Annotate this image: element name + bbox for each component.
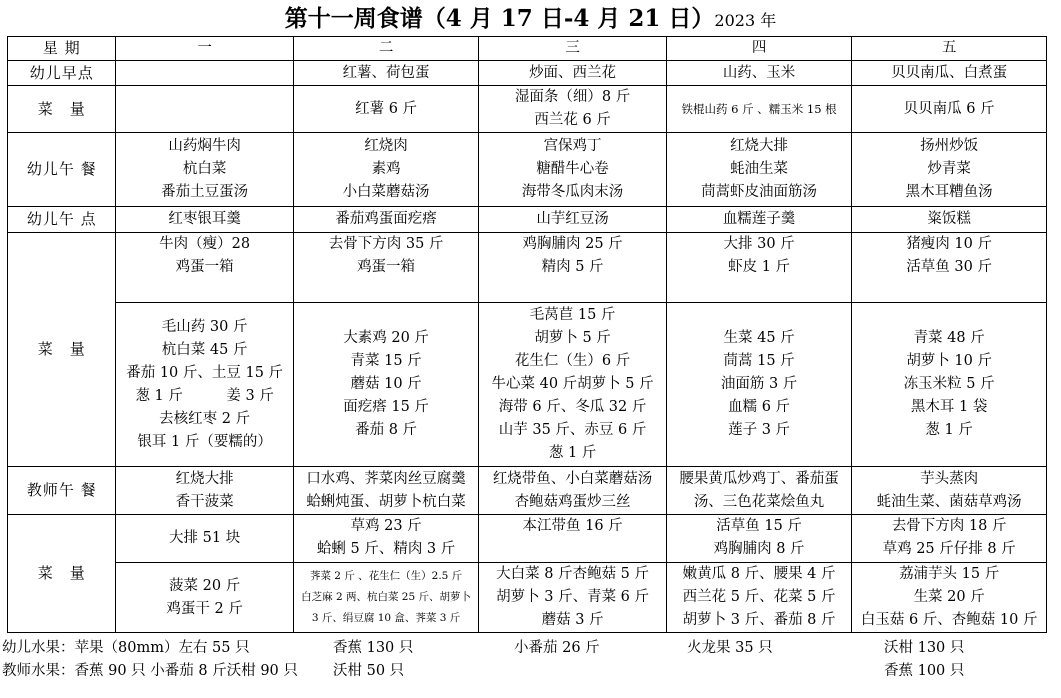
snack-label: 幼儿午 点	[8, 207, 116, 233]
teacher-lunch-row	[8, 467, 1047, 515]
cell-line: 宫保鸡丁	[543, 138, 602, 154]
kids-fruit-item: 火龙果 35 只	[687, 640, 773, 656]
cell-line: 生菜 45 斤	[723, 330, 795, 346]
cell-line: 荠菜 2 斤 、花生仁（生）2.5 斤	[309, 570, 463, 582]
teacher-lunch-label: 教师午 餐	[8, 467, 116, 515]
qty-a-cell	[479, 233, 667, 303]
cell-line: 番茄土豆蛋汤	[161, 184, 249, 200]
teachers-fruit-item: 香蕉 100 只	[884, 663, 965, 679]
teacher-lunch-cell	[479, 467, 667, 515]
cell-line: 素鸡	[371, 161, 401, 177]
breakfast-qty-label: 菜 量	[8, 86, 116, 133]
cell-line: 蚝油生菜	[730, 161, 789, 177]
teacher-qty-a-cell	[116, 515, 293, 563]
breakfast-cell: 贝贝南瓜、白煮蛋	[852, 61, 1047, 86]
cell-line: 去核红枣 2 斤	[159, 410, 251, 427]
breakfast-qty-cell	[116, 86, 293, 133]
qty-b-cell	[852, 303, 1047, 467]
cell-line: 面疙瘩 15 斤	[343, 399, 429, 415]
kids-fruit-item: 幼儿水果：苹果（80mm）左右 55 只	[2, 640, 250, 656]
cell-line: 鸡蛋一箱	[175, 259, 234, 275]
cell-line: 黑木耳 1 袋	[910, 399, 988, 415]
cell-line: 西兰花 6 斤	[534, 112, 611, 128]
snack-row	[8, 207, 1047, 233]
cell-line: 黑木耳糟鱼汤	[905, 184, 993, 200]
cell-line: 虾皮 1 斤	[728, 259, 791, 275]
cell-line: 口水鸡、荠菜肉丝豆腐羹	[306, 470, 466, 487]
snack-cell: 番茄鸡蛋面疙瘩	[293, 207, 478, 233]
cell-line: 杭白菜	[182, 161, 227, 177]
lunch-cell	[116, 133, 293, 207]
teacher-qty-b-cell	[852, 563, 1047, 633]
cell-line: 大素鸡 20 斤	[343, 330, 429, 346]
teacher-lunch-cell	[293, 467, 478, 515]
cell-line: 茼蒿虾皮油面筋汤	[701, 184, 818, 200]
kids-fruit-item: 小番茄 26 斤	[514, 640, 600, 656]
cell-line: 嫩黄瓜 8 斤、腰果 4 斤	[682, 566, 836, 582]
cell-line: 蛤蜊炖蛋、胡萝卜杭白菜	[306, 493, 466, 510]
cell-line: 蘑菇 3 斤	[541, 612, 604, 628]
teacher-qty-row-b	[8, 563, 1047, 633]
day-2: 二	[293, 37, 478, 61]
menu-table	[7, 36, 1047, 633]
breakfast-qty-cell	[479, 86, 667, 133]
cell-line: 汤、三色花菜烩鱼丸	[693, 493, 825, 510]
cell-line: 杏鲍菇鸡蛋炒三丝	[514, 493, 631, 510]
header-row	[8, 37, 1047, 61]
title-year: 2023 年	[714, 11, 777, 30]
snack-cell: 粢饭糕	[852, 207, 1047, 233]
teacher-qty-a-cell	[666, 515, 851, 563]
cell-line: 铁棍山药 6 斤 、糯玉米 15 根	[681, 101, 837, 116]
cell-line: 红烧肉	[364, 138, 408, 154]
cell-line: 鸡胸脯肉 8 斤	[713, 541, 805, 557]
qty-b-cell	[666, 303, 851, 467]
cell-line: 荔浦芋头 15 斤	[899, 566, 1000, 582]
cell-line: 大白菜 8 斤杏鲍菇 5 斤	[496, 566, 650, 582]
cell-line: 莲子 3 斤	[728, 422, 791, 438]
cell-line: 冻玉米粒 5 斤	[903, 376, 995, 392]
qty-a-cell	[666, 233, 851, 303]
cell-line: 湿面条（细）8 斤	[514, 89, 631, 105]
kids-fruit-item: 沃柑 130 只	[884, 640, 965, 656]
qty-b-cell	[116, 303, 293, 467]
cell-line: 油面筋 3 斤	[720, 376, 798, 392]
cell-line: 扬州炒饭	[920, 138, 979, 154]
cell-line: 牛肉（瘦）28	[159, 236, 251, 252]
breakfast-row	[8, 61, 1047, 86]
cell-line: 葱 1 斤	[925, 422, 973, 438]
cell-line: 红烧大排	[175, 470, 234, 487]
header-label: 星 期	[8, 37, 116, 61]
breakfast-qty-cell	[293, 86, 478, 133]
cell-line: 精肉 5 斤	[541, 259, 604, 275]
lunch-cell	[293, 133, 478, 207]
snack-cell: 血糯莲子羹	[666, 207, 851, 233]
kids-fruit-row	[2, 636, 1052, 660]
breakfast-cell	[116, 61, 293, 86]
cell-line: 花生仁（生）6 斤	[514, 353, 631, 369]
cell-line: 去骨下方肉 18 斤	[891, 518, 1007, 534]
cell-line: 猪瘦肉 10 斤	[906, 236, 992, 252]
cell-line: 红薯 6 斤	[355, 100, 418, 117]
cell-line: 银耳 1 斤（要糯的）	[137, 433, 272, 450]
qty-b-cell	[293, 303, 478, 467]
cell-line: 杭白菜 45 斤	[161, 341, 248, 358]
cell-line: 牛心菜 40 斤胡萝卜 5 斤	[491, 376, 654, 392]
day-5: 五	[852, 37, 1047, 61]
cell-line: 茼蒿 15 斤	[723, 353, 795, 369]
cell-line: 红烧带鱼、小白菜蘑菇汤	[492, 470, 653, 487]
qty-row-a	[8, 233, 1047, 303]
cell-line: 3 斤、绢豆腐 10 盒、荠菜 3 斤	[311, 612, 461, 624]
cell-line: 葱 1 斤	[548, 445, 597, 461]
teacher-lunch-cell	[852, 467, 1047, 515]
cell-line: 芋头蒸肉	[920, 470, 979, 487]
teachers-fruit-item: 教师水果：香蕉 90 只 小番茄 8 斤沃柑 90 只	[2, 663, 298, 679]
teacher-lunch-cell	[116, 467, 293, 515]
teacher-qty-a-cell	[293, 515, 478, 563]
teacher-qty-b-cell	[293, 563, 478, 633]
cell-line: 贝贝南瓜 6 斤	[903, 100, 995, 117]
snack-cell: 红枣银耳羹	[116, 207, 293, 233]
cell-line: 生菜 20 斤	[913, 589, 985, 605]
cell-line: 青菜 48 斤	[913, 330, 985, 346]
qty-b-cell	[479, 303, 667, 467]
cell-line: 胡萝卜 3 斤、番茄 8 斤	[682, 612, 836, 628]
cell-line: 葱 1 斤 姜 3 斤	[135, 387, 274, 404]
cell-line: 蚝油生菜、菌菇草鸡汤	[876, 493, 1022, 510]
cell-line: 山药焖牛肉	[168, 138, 241, 154]
cell-line: 鸡蛋干 2 斤	[166, 600, 243, 617]
cell-line: 腰果黄瓜炒鸡丁、番茄蛋	[679, 470, 839, 487]
cell-line: 胡萝卜 3 斤、青菜 6 斤	[496, 589, 650, 605]
lunch-row	[8, 133, 1047, 207]
day-1: 一	[116, 37, 293, 61]
cell-line: 白玉菇 6 斤、杏鲍菇 10 斤	[860, 612, 1038, 628]
qty-a-cell	[852, 233, 1047, 303]
cell-line: 鸡蛋一箱	[357, 259, 416, 275]
cell-line: 鸡胸脯肉 25 斤	[522, 236, 623, 252]
day-4: 四	[666, 37, 851, 61]
teachers-fruit-item: 沃柑 50 只	[333, 663, 405, 679]
breakfast-qty-row	[8, 86, 1047, 133]
cell-line: 白芝麻 2 两、杭白菜 25 斤、胡萝卜	[301, 591, 472, 603]
teacher-qty-a-cell	[479, 515, 667, 563]
teacher-qty-a-cell	[852, 515, 1047, 563]
cell-line: 毛莴苣 15 斤	[529, 307, 616, 323]
cell-line: 草鸡 23 斤	[350, 518, 422, 534]
cell-line: 西兰花 5 斤、花菜 5 斤	[682, 589, 836, 605]
cell-line: 草鸡 25 斤仔排 8 斤	[882, 541, 1016, 557]
cell-line: 胡萝卜 10 斤	[906, 353, 992, 369]
cell-line: 海带冬瓜肉末汤	[521, 184, 624, 200]
cell-line: 去骨下方肉 35 斤	[328, 236, 444, 252]
cell-line: 小白菜蘑菇汤	[342, 184, 430, 200]
cell-line: 青菜 15 斤	[350, 353, 422, 369]
qty-label: 菜 量	[8, 233, 116, 467]
teacher-lunch-cell	[666, 467, 851, 515]
cell-line: 菠菜 20 斤	[169, 577, 241, 594]
teacher-qty-b-cell	[479, 563, 667, 633]
qty-a-cell	[293, 233, 478, 303]
breakfast-label: 幼儿早点	[8, 61, 116, 86]
teacher-qty-b-cell	[116, 563, 293, 633]
kids-fruit-item: 香蕉 130 只	[333, 640, 414, 656]
cell-line: 红烧大排	[730, 138, 789, 154]
lunch-cell	[852, 133, 1047, 207]
cell-line: 毛山药 30 斤	[161, 318, 248, 335]
cell-line: 炒青菜	[927, 161, 971, 177]
teachers-fruit-row	[2, 659, 1052, 683]
cell-line: 番茄 10 斤、土豆 15 斤	[126, 364, 284, 381]
teacher-qty-b-cell	[666, 563, 851, 633]
breakfast-cell: 红薯、荷包蛋	[293, 61, 478, 86]
breakfast-cell: 山药、玉米	[666, 61, 851, 86]
breakfast-qty-cell	[852, 86, 1047, 133]
teacher-qty-label: 菜 量	[8, 515, 116, 633]
lunch-cell	[479, 133, 667, 207]
qty-row-b	[8, 303, 1047, 467]
cell-line: 本江带鱼 16 斤	[522, 518, 623, 534]
cell-line: 山芋 35 斤、赤豆 6 斤	[498, 422, 647, 438]
cell-line: 大排 30 斤	[723, 236, 795, 252]
breakfast-qty-cell	[666, 86, 851, 133]
lunch-cell	[666, 133, 851, 207]
title-text: 第十一周食谱（4 月 17 日-4 月 21 日）	[284, 5, 715, 32]
cell-line: 胡萝卜 5 斤	[534, 330, 611, 346]
cell-line: 血糯 6 斤	[728, 399, 791, 415]
cell-line: 蛤蜊 5 斤、精肉 3 斤	[316, 541, 456, 557]
cell-line: 大排 51 块	[169, 530, 241, 546]
teacher-qty-row-a	[8, 515, 1047, 563]
qty-a-cell	[116, 233, 293, 303]
lunch-label: 幼儿午 餐	[8, 133, 116, 207]
cell-line: 番茄 8 斤	[355, 422, 418, 438]
cell-line: 香干菠菜	[175, 493, 234, 510]
day-3: 三	[479, 37, 667, 61]
breakfast-cell: 炒面、西兰花	[479, 61, 667, 86]
cell-line: 蘑菇 10 斤	[350, 376, 422, 392]
cell-line: 活草鱼 15 斤	[716, 518, 802, 534]
cell-line: 海带 6 斤、冬瓜 32 斤	[498, 399, 647, 415]
snack-cell: 山芋红豆汤	[479, 207, 667, 233]
cell-line: 糖醋牛心卷	[536, 161, 609, 177]
cell-line: 活草鱼 30 斤	[906, 259, 992, 275]
page-title	[0, 4, 1061, 36]
